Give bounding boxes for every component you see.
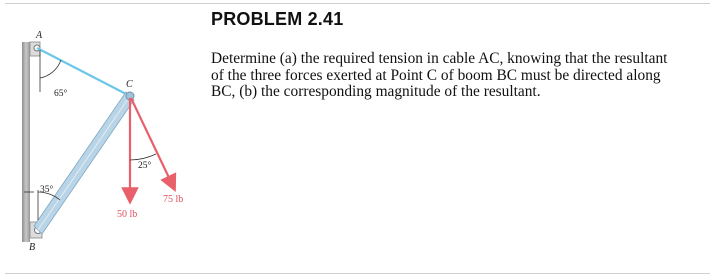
force-75lb-arrow bbox=[131, 98, 172, 184]
angle-arc-c bbox=[130, 154, 156, 160]
problem-text-line: of the three forces exerted at Point C of boom BC must be directed along bbox=[211, 66, 661, 84]
label-b: B bbox=[29, 242, 36, 253]
angle-label-35: 35° bbox=[40, 185, 54, 195]
force-label-50lb: 50 lb bbox=[117, 209, 138, 220]
angle-label-65: 65° bbox=[54, 89, 68, 99]
label-c: C bbox=[126, 79, 133, 90]
boom-cable-figure bbox=[0, 0, 200, 277]
cable-ac bbox=[37, 48, 130, 96]
angle-label-25: 25° bbox=[138, 161, 152, 171]
problem-text-line: BC, (b) the corresponding magnitude of the resultant. bbox=[211, 83, 541, 100]
angle-arc-a bbox=[40, 60, 61, 78]
problem-title: PROBLEM 2.41 bbox=[211, 9, 344, 29]
problem-statement bbox=[211, 51, 703, 101]
wall bbox=[22, 42, 30, 242]
force-label-75lb: 75 lb bbox=[163, 194, 184, 205]
problem-text-line: Determine (a) the required tension in cable AC, knowing that the resultant bbox=[211, 50, 668, 67]
label-a: A bbox=[36, 30, 43, 41]
